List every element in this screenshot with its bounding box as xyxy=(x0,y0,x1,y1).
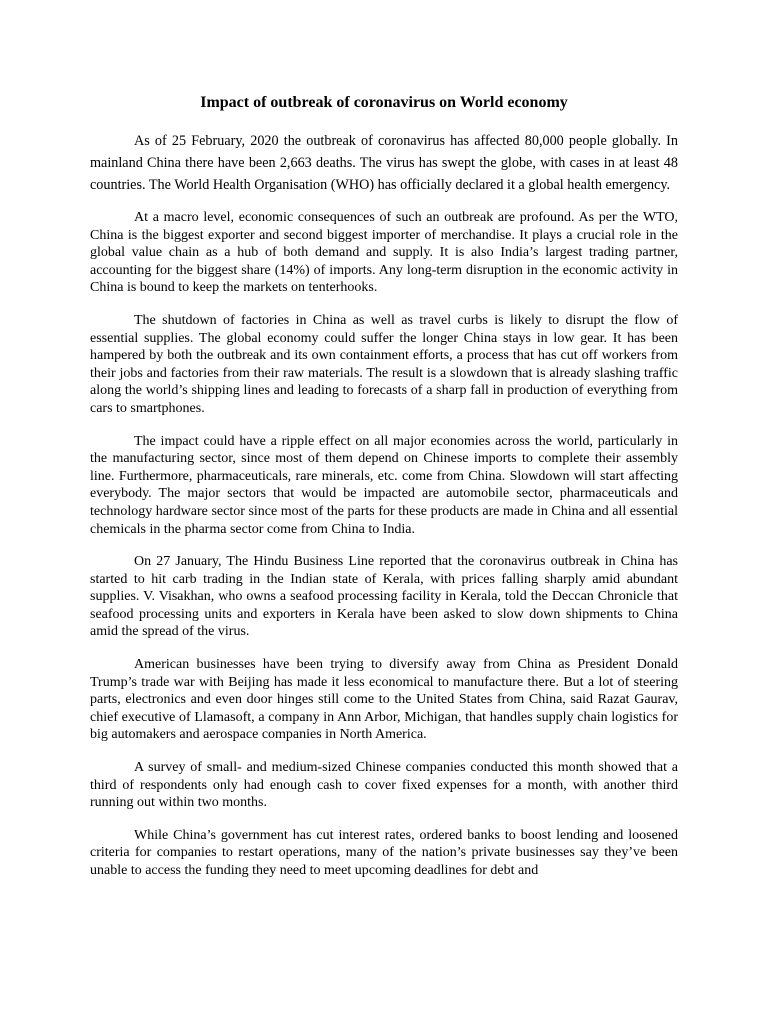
paragraph-factory-shutdown: The shutdown of factories in China as well as travel curbs is likely to disrupt the flow of essential supplies. The global economy could suffer the longer China stays in low gear. It has been hampered by both the outbreak and its own containment efforts, a process that has cut off workers from their jobs and factories from their raw materials. The result is a slowdown that is already slashing traffic along the world’s shipping lines and leading to forecasts of a sharp fall in production of everything from cars to smartphones. xyxy=(90,312,678,416)
document-body xyxy=(90,130,678,895)
paragraph-china-government: While China’s government has cut interest rates, ordered banks to boost lending and loosened criteria for companies to restart operations, many of the nation’s private businesses say they’ve been unable to access the funding they need to meet upcoming deadlines for debt and xyxy=(90,827,678,878)
paragraph-outbreak-overview: As of 25 February, 2020 the outbreak of coronavirus has affected 80,000 people globally. In mainland China there have been 2,663 deaths. The virus has swept the globe, with cases in at least 48 countries. The World Health Organisation (WHO) has officially declared it a global health emergency. xyxy=(90,133,678,193)
document-title: Impact of outbreak of coronavirus on World economy xyxy=(200,94,568,111)
paragraph-american-businesses: American businesses have been trying to diversify away from China as President Donald Trump’s trade war with Beijing has made it less economical to manufacture there. But a lot of steering parts, electronics and even door hinges still come to the United States from China, said Razat Gaurav, chief executive of Llamasoft, a company in Ann Arbor, Michigan, that handles supply chain logistics for big automakers and aerospace companies in North America. xyxy=(90,657,678,743)
paragraph-company-survey: A survey of small- and medium-sized Chinese companies conducted this month showed that a third of respondents only had enough cash to cover fixed expenses for a month, with another third running out within two months. xyxy=(90,760,678,811)
paragraph-macro-level: At a macro level, economic consequences of such an outbreak are profound. As per the WTO, China is the biggest exporter and second biggest importer of merchandise. It plays a crucial role in the global value chain as a hub of both demand and supply. It is also India’s largest trading partner, accounting for the biggest share (14%) of imports. Any long-term disruption in the economic activity in China is bound to keep the markets on tenterhooks. xyxy=(90,210,678,296)
paragraph-kerala-trade: On 27 January, The Hindu Business Line reported that the coronavirus outbreak in China has started to hit carb trading in the Indian state of Kerala, with prices falling sharply amid abundant supplies. V. Visakhan, who owns a seafood processing facility in Kerala, told the Deccan Chronicle that seafood processing units and exporters in Kerala have been asked to slow down shipments to China amid the spread of the virus. xyxy=(90,554,678,640)
paragraph-ripple-effect: The impact could have a ripple effect on all major economies across the world, particularly in the manufacturing sector, since most of them depend on Chinese imports to complete their assembly line. Furthermore, pharmaceuticals, rare minerals, etc. come from China. Slowdown will start affecting everybody. The major sectors that would be impacted are automobile sector, pharmaceuticals and technology hardware sector since most of the parts for these products are made in China and all essential chemicals in the pharma sector come from China to India. xyxy=(90,433,678,537)
